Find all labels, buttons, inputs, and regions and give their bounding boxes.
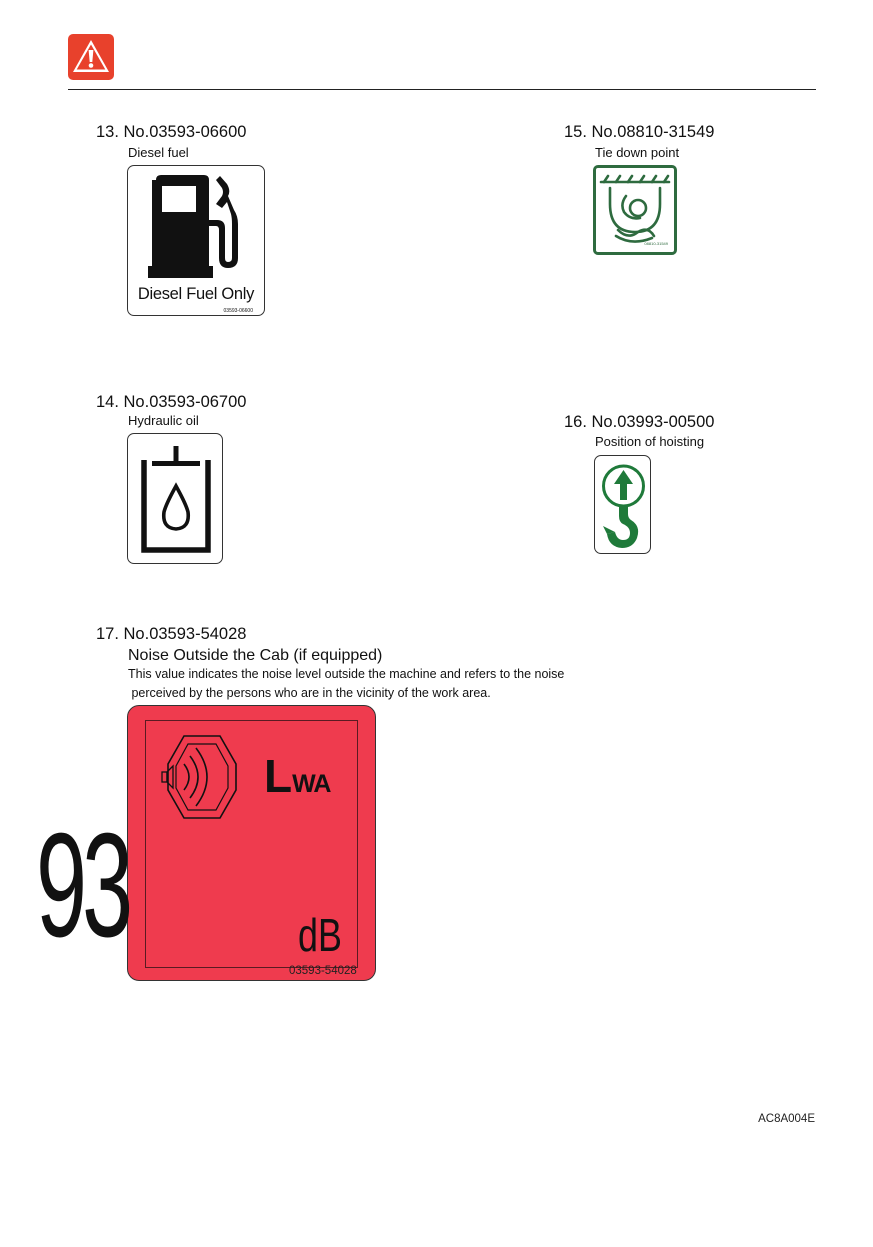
item-14-name: Hydraulic oil — [128, 413, 199, 428]
diesel-fuel-decal — [127, 165, 265, 316]
hoisting-hook-icon — [595, 456, 652, 555]
item-17-description-line2: perceived by the persons who are in the vicinity of the work area. — [128, 686, 491, 700]
noise-decal-code: 03593-54028 — [289, 965, 357, 977]
item-13-name: Diesel fuel — [128, 145, 189, 160]
item-16-number: 16. No.03993-00500 — [564, 413, 715, 431]
sound-emitter-icon — [152, 730, 252, 830]
diesel-fuel-decal-text: Diesel Fuel Only — [137, 285, 255, 303]
item-17-name: Noise Outside the Cab (if equipped) — [128, 647, 383, 664]
hoisting-decal — [594, 455, 651, 554]
item-17-description-line1: This value indicates the noise level outside the machine and refers to the noise — [128, 667, 565, 681]
noise-level-value: 93 — [36, 803, 129, 968]
lwa-label-subscript: WA — [292, 770, 331, 798]
lwa-label-main: L — [264, 750, 293, 802]
tie-down-decal — [593, 165, 677, 255]
warning-triangle-icon — [68, 34, 114, 80]
noise-level-unit: dB — [298, 909, 342, 961]
item-15-name: Tie down point — [595, 145, 680, 160]
header-rule — [68, 89, 816, 90]
tie-down-decal-code: 08810-31549 — [644, 241, 668, 246]
item-14-number: 14. No.03593-06700 — [96, 393, 247, 411]
hydraulic-oil-icon — [128, 434, 224, 565]
hydraulic-oil-decal — [127, 433, 223, 564]
diesel-fuel-decal-code: 03593-06600 — [223, 308, 253, 314]
item-16-name: Position of hoisting — [595, 434, 705, 449]
item-15-number: 15. No.08810-31549 — [564, 123, 715, 141]
lwa-label — [264, 750, 331, 802]
tie-down-hook-icon — [596, 168, 674, 252]
item-13-number: 13. No.03593-06600 — [96, 123, 247, 141]
item-17-number: 17. No.03593-54028 — [96, 625, 247, 643]
figure-code: AC8A004E — [758, 1113, 815, 1125]
